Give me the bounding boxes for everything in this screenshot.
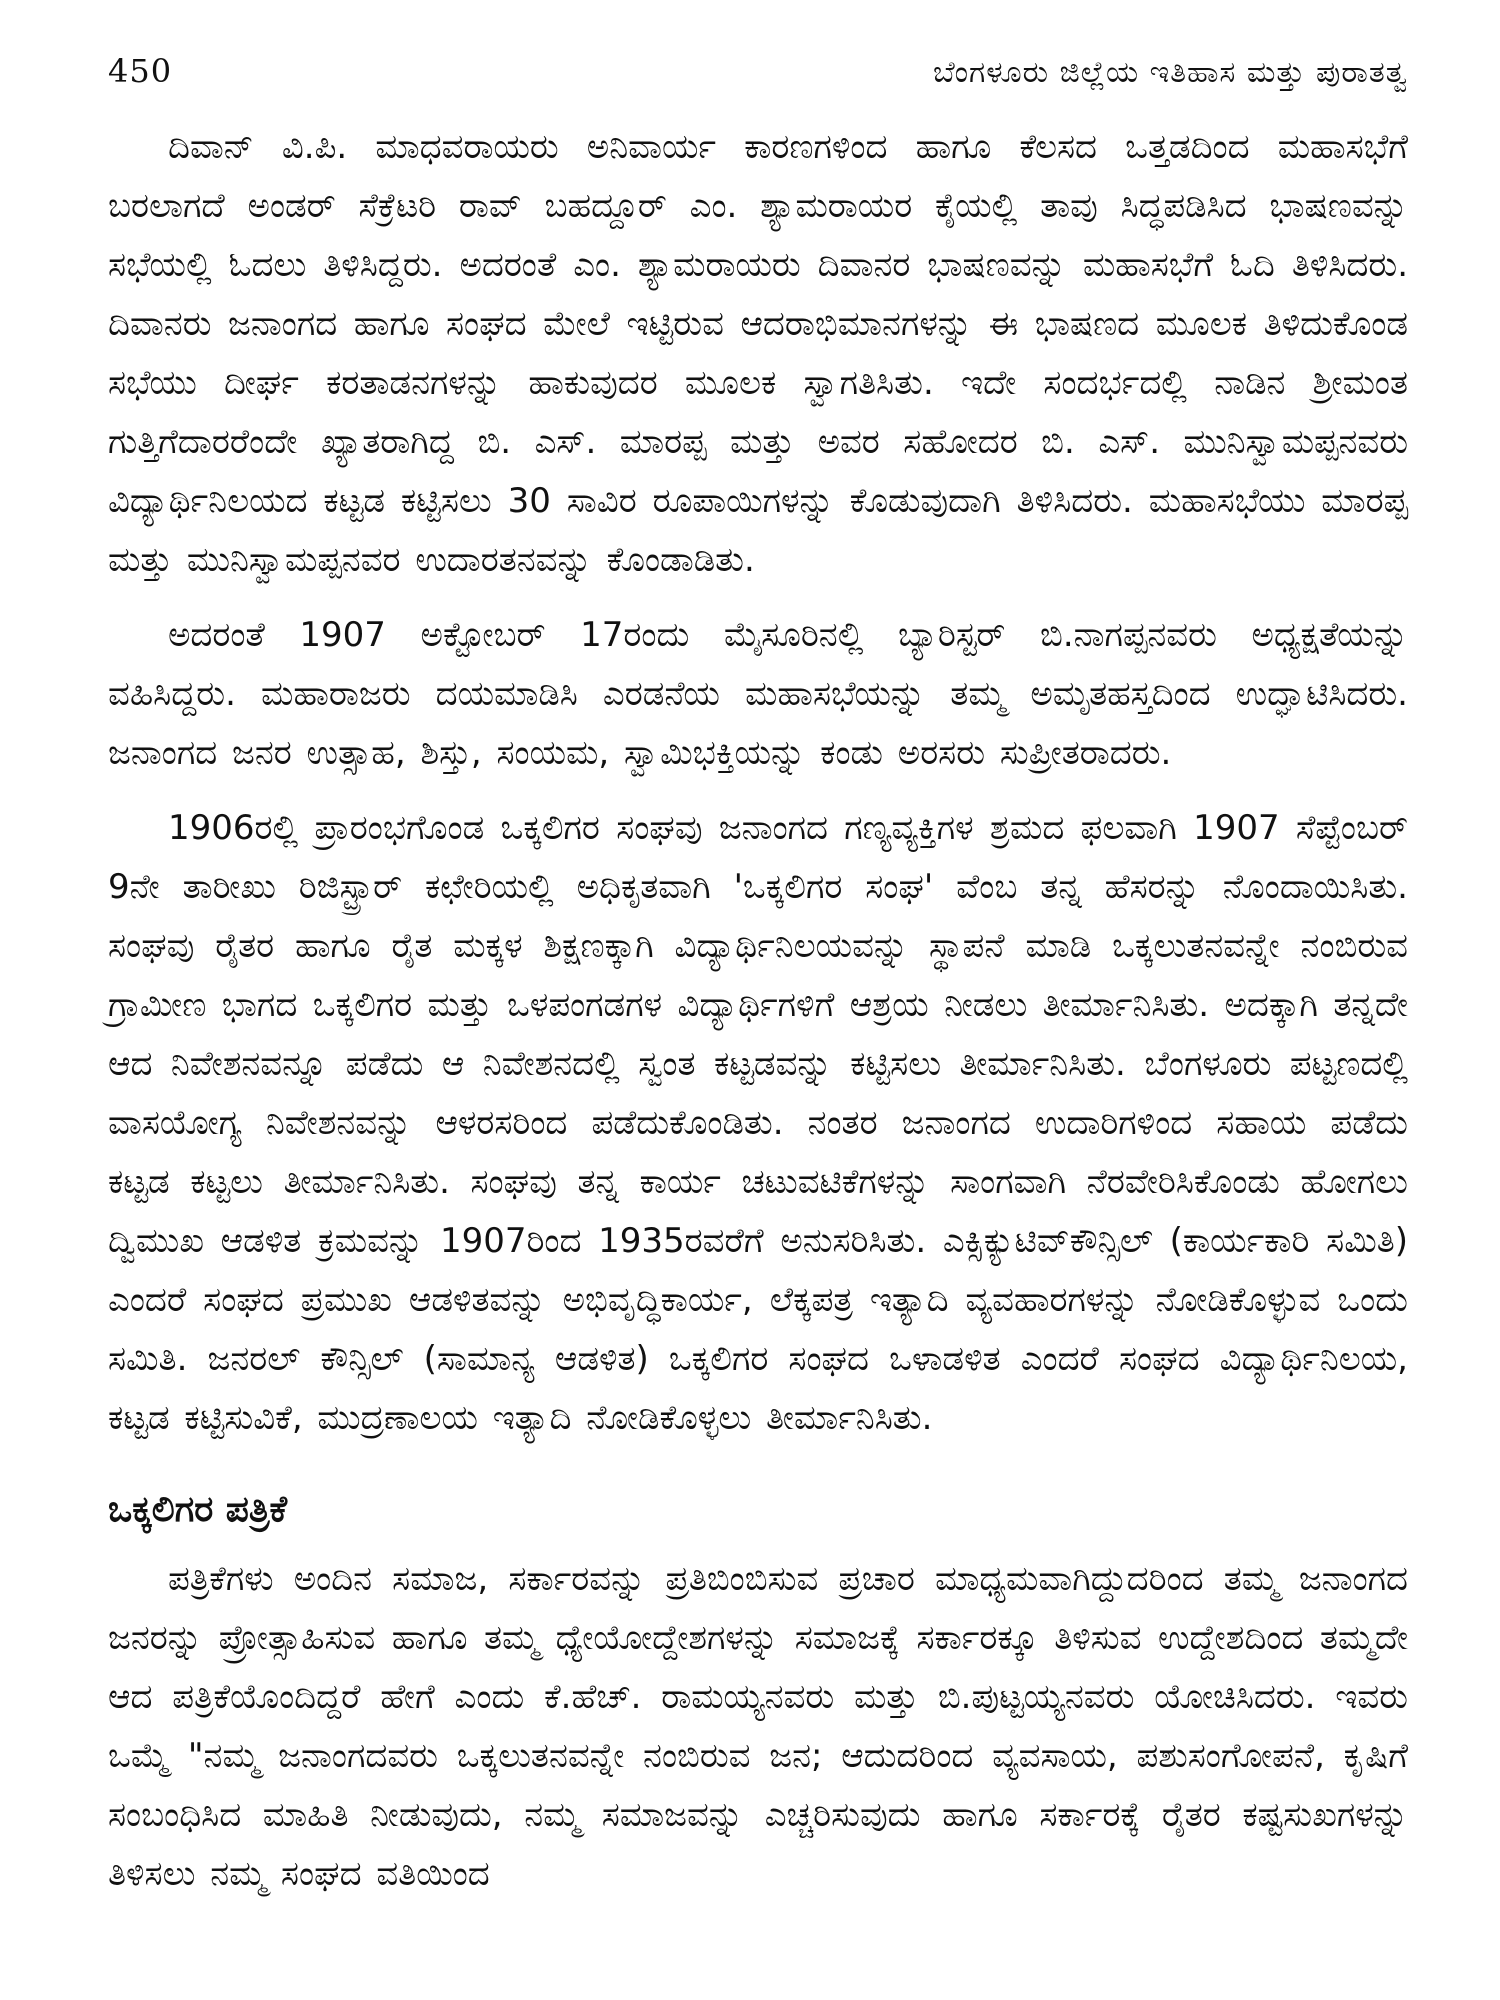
page-body: [108, 118, 1408, 1920]
paragraph-1: ದಿವಾನ್ ವಿ.ಪಿ. ಮಾಧವರಾಯರು ಅನಿವಾರ್ಯ ಕಾರಣಗಳಿಂದ ಹಾಗೂ ಕೆಲಸದ ಒತ್ತಡದಿಂದ ಮಹಾಸಭೆಗೆ ಬರಲಾಗದೆ ಅಂಡರ್ ಸೆಕ್ರೆಟರಿ ರಾವ್ ಬಹದ್ದೂರ್ ಎಂ. ಶ್ಯಾಮರಾಯರ ಕೈಯಲ್ಲಿ ತಾವು ಸಿದ್ಧಪಡಿಸಿದ ಭಾಷಣವನ್ನು ಸಭೆಯಲ್ಲಿ ಓದಲು ತಿಳಿಸಿದ್ದರು. ಅದರಂತೆ ಎಂ. ಶ್ಯಾಮರಾಯರು ದಿವಾನರ ಭಾಷಣವನ್ನು ಮಹಾಸಭೆಗೆ ಓದಿ ತಿಳಿಸಿದರು. ದಿವಾನರು ಜನಾಂಗದ ಹಾಗೂ ಸಂಘದ ಮೇಲೆ ಇಟ್ಟಿರುವ ಆದರಾಭಿಮಾನಗಳನ್ನು ಈ ಭಾಷಣದ ಮೂಲಕ ತಿಳಿದುಕೊಂಡ ಸಭೆಯು ದೀರ್ಘ ಕರತಾಡನಗಳನ್ನು ಹಾಕುವುದರ ಮೂಲಕ ಸ್ವಾಗತಿಸಿತು. ಇದೇ ಸಂದರ್ಭದಲ್ಲಿ ನಾಡಿನ ಶ್ರೀಮಂತ ಗುತ್ತಿಗೆದಾರರೆಂದೇ ಖ್ಯಾತರಾಗಿದ್ದ ಬಿ. ಎಸ್. ಮಾರಪ್ಪ ಮತ್ತು ಅವರ ಸಹೋದರ ಬಿ. ಎಸ್. ಮುನಿಸ್ವಾಮಪ್ಪನವರು ವಿದ್ಯಾರ್ಥಿನಿಲಯದ ಕಟ್ಟಡ ಕಟ್ಟಿಸಲು 30 ಸಾವಿರ ರೂಪಾಯಿಗಳನ್ನು ಕೊಡುವುದಾಗಿ ತಿಳಿಸಿದರು. ಮಹಾಸಭೆಯು ಮಾರಪ್ಪ ಮತ್ತು ಮುನಿಸ್ವಾಮಪ್ಪನವರ ಉದಾರತನವನ್ನು ಕೊಂಡಾಡಿತು.: [108, 127, 1408, 580]
running-header-title: ಬೆಂಗಳೂರು ಜಿಲ್ಲೆಯ ಇತಿಹಾಸ ಮತ್ತು ಪುರಾತತ್ವ: [933, 55, 1408, 90]
page-number: 450: [108, 52, 173, 90]
paragraph-2: ಅದರಂತೆ 1907 ಅಕ್ಟೋಬರ್ 17ರಂದು ಮೈಸೂರಿನಲ್ಲಿ ಬ್ಯಾರಿಸ್ಟರ್ ಬಿ.ನಾಗಪ್ಪನವರು ಅಧ್ಯಕ್ಷತೆಯನ್ನು ವಹಿಸಿದ್ದರು. ಮಹಾರಾಜರು ದಯಮಾಡಿಸಿ ಎರಡನೆಯ ಮಹಾಸಭೆಯನ್ನು ತಮ್ಮ ಅಮೃತಹಸ್ತದಿಂದ ಉದ್ಘಾಟಿಸಿದರು. ಜನಾಂಗದ ಜನರ ಉತ್ಸಾಹ, ಶಿಸ್ತು, ಸಂಯಮ, ಸ್ವಾಮಿಭಕ್ತಿಯನ್ನು ಕಂಡು ಅರಸರು ಸುಪ್ರೀತರಾದರು.: [108, 615, 1408, 773]
paragraph-3: 1906ರಲ್ಲಿ ಪ್ರಾರಂಭಗೊಂಡ ಒಕ್ಕಲಿಗರ ಸಂಘವು ಜನಾಂಗದ ಗಣ್ಯವ್ಯಕ್ತಿಗಳ ಶ್ರಮದ ಫಲವಾಗಿ 1907 ಸೆಪ್ಟೆಂಬರ್ 9ನೇ ತಾರೀಖು ರಿಜಿಸ್ಟ್ರಾರ್ ಕಛೇರಿಯಲ್ಲಿ ಅಧಿಕೃತವಾಗಿ 'ಒಕ್ಕಲಿಗರ ಸಂಘ' ವೆಂಬ ತನ್ನ ಹೆಸರನ್ನು ನೊಂದಾಯಿಸಿತು. ಸಂಘವು ರೈತರ ಹಾಗೂ ರೈತ ಮಕ್ಕಳ ಶಿಕ್ಷಣಕ್ಕಾಗಿ ವಿದ್ಯಾರ್ಥಿನಿಲಯವನ್ನು ಸ್ಥಾಪನೆ ಮಾಡಿ ಒಕ್ಕಲುತನವನ್ನೇ ನಂಬಿರುವ ಗ್ರಾಮೀಣ ಭಾಗದ ಒಕ್ಕಲಿಗರ ಮತ್ತು ಒಳಪಂಗಡಗಳ ವಿದ್ಯಾರ್ಥಿಗಳಿಗೆ ಆಶ್ರಯ ನೀಡಲು ತೀರ್ಮಾನಿಸಿತು. ಅದಕ್ಕಾಗಿ ತನ್ನದೇ ಆದ ನಿವೇಶನವನ್ನೂ ಪಡೆದು ಆ ನಿವೇಶನದಲ್ಲಿ ಸ್ವಂತ ಕಟ್ಟಡವನ್ನು ಕಟ್ಟಿಸಲು ತೀರ್ಮಾನಿಸಿತು. ಬೆಂಗಳೂರು ಪಟ್ಟಣದಲ್ಲಿ ವಾಸಯೋಗ್ಯ ನಿವೇಶನವನ್ನು ಆಳರಸರಿಂದ ಪಡೆದುಕೊಂಡಿತು. ನಂತರ ಜನಾಂಗದ ಉದಾರಿಗಳಿಂದ ಸಹಾಯ ಪಡೆದು ಕಟ್ಟಡ ಕಟ್ಟಲು ತೀರ್ಮಾನಿಸಿತು. ಸಂಘವು ತನ್ನ ಕಾರ್ಯ ಚಟುವಟಿಕೆಗಳನ್ನು ಸಾಂಗವಾಗಿ ನೆರವೇರಿಸಿಕೊಂಡು ಹೋಗಲು ದ್ವಿಮುಖ ಆಡಳಿತ ಕ್ರಮವನ್ನು 1907ರಿಂದ 1935ರವರೆಗೆ ಅನುಸರಿಸಿತು. ಎಕ್ಸಿಕ್ಯುಟಿವ್‌ಕೌನ್ಸಿಲ್ (ಕಾರ್ಯಕಾರಿ ಸಮಿತಿ) ಎಂದರೆ ಸಂಘದ ಪ್ರಮುಖ ಆಡಳಿತವನ್ನು ಅಭಿವೃದ್ಧಿಕಾರ್ಯ, ಲೆಕ್ಕಪತ್ರ ಇತ್ಯಾದಿ ವ್ಯವಹಾರಗಳನ್ನು ನೋಡಿಕೊಳ್ಳುವ ಒಂದು ಸಮಿತಿ. ಜನರಲ್ ಕೌನ್ಸಿಲ್ (ಸಾಮಾನ್ಯ ಆಡಳಿತ) ಒಕ್ಕಲಿಗರ ಸಂಘದ ಒಳಾಡಳಿತ ಎಂದರೆ ಸಂಘದ ವಿದ್ಯಾರ್ಥಿನಿಲಯ, ಕಟ್ಟಡ ಕಟ್ಟಿಸುವಿಕೆ, ಮುದ್ರಣಾಲಯ ಇತ್ಯಾದಿ ನೋಡಿಕೊಳ್ಳಲು ತೀರ್ಮಾನಿಸಿತು.: [108, 808, 1408, 1438]
section-paragraph: ಪತ್ರಿಕೆಗಳು ಅಂದಿನ ಸಮಾಜ, ಸರ್ಕಾರವನ್ನು ಪ್ರತಿಬಿಂಬಿಸುವ ಪ್ರಚಾರ ಮಾಧ್ಯಮವಾಗಿದ್ದುದರಿಂದ ತಮ್ಮ ಜನಾಂಗದ ಜನರನ್ನು ಪ್ರೋತ್ಸಾಹಿಸುವ ಹಾಗೂ ತಮ್ಮ ಧ್ಯೇಯೋದ್ದೇಶಗಳನ್ನು ಸಮಾಜಕ್ಕೆ ಸರ್ಕಾರಕ್ಕೂ ತಿಳಿಸುವ ಉದ್ದೇಶದಿಂದ ತಮ್ಮದೇ ಆದ ಪತ್ರಿಕೆಯೊಂದಿದ್ದರೆ ಹೇಗೆ ಎಂದು ಕೆ.ಹೆಚ್. ರಾಮಯ್ಯನವರು ಮತ್ತು ಬಿ.ಪುಟ್ಟಯ್ಯನವರು ಯೋಚಿಸಿದರು. ಇವರು ಒಮ್ಮೆ "ನಮ್ಮ ಜನಾಂಗದವರು ಒಕ್ಕಲುತನವನ್ನೇ ನಂಬಿರುವ ಜನ; ಆದುದರಿಂದ ವ್ಯವಸಾಯ, ಪಶುಸಂಗೋಪನೆ, ಕೃಷಿಗೆ ಸಂಬಂಧಿಸಿದ ಮಾಹಿತಿ ನೀಡುವುದು, ನಮ್ಮ ಸಮಾಜವನ್ನು ಎಚ್ಚರಿಸುವುದು ಹಾಗೂ ಸರ್ಕಾರಕ್ಕೆ ರೈತರ ಕಷ್ಟಸುಖಗಳನ್ನು ತಿಳಿಸಲು ನಮ್ಮ ಸಂಘದ ವತಿಯಿಂದ: [108, 1559, 1408, 1894]
section-heading: ಒಕ್ಕಲಿಗರ ಪತ್ರಿಕೆ: [108, 1489, 288, 1530]
running-header: [108, 52, 1408, 108]
